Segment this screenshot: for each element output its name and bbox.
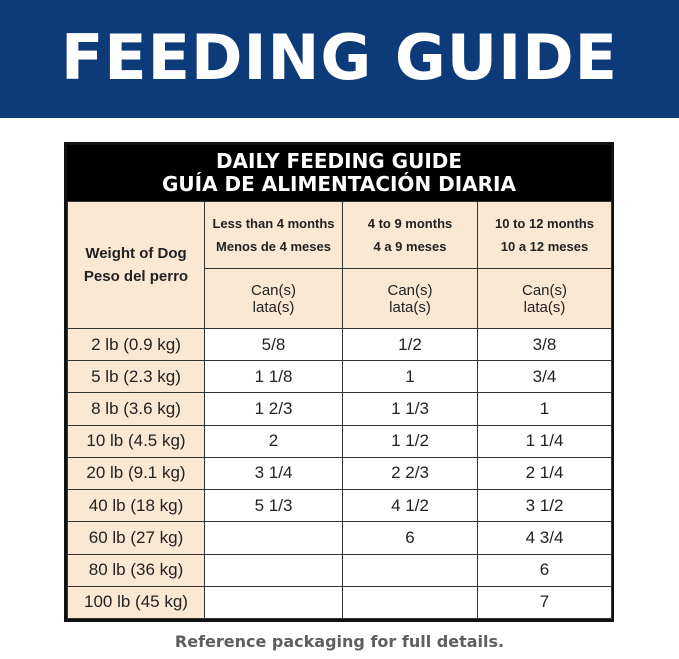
unit-header-1	[205, 269, 343, 329]
amount-cell: 6	[343, 522, 478, 554]
amount-cell: 1 1/8	[205, 361, 343, 393]
weight-cell: 2 lb (0.9 kg)	[68, 329, 205, 361]
amount-cell: 1 2/3	[205, 393, 343, 425]
unit-header-3-en: Can(s)	[521, 281, 567, 299]
weight-cell: 80 lb (36 kg)	[68, 554, 205, 586]
weight-cell: 10 lb (4.5 kg)	[68, 425, 205, 457]
guide-title-es: GUÍA DE ALIMENTACIÓN DIARIA	[162, 172, 516, 196]
age-header-2-en: 4 to 9 months	[367, 216, 453, 231]
age-header-1-es: Menos de 4 meses	[216, 239, 331, 254]
amount-cell	[343, 586, 478, 618]
amount-cell: 1 1/2	[343, 425, 478, 457]
amount-cell	[343, 554, 478, 586]
age-header-3-en: 10 to 12 months	[495, 216, 594, 231]
unit-header-1-es: lata(s)	[252, 298, 295, 316]
amount-cell: 3 1/4	[205, 457, 343, 489]
amount-cell: 2 2/3	[343, 457, 478, 489]
amount-cell	[205, 554, 343, 586]
amount-cell: 2	[205, 425, 343, 457]
amount-cell: 1	[343, 361, 478, 393]
unit-header-2-es: lata(s)	[389, 298, 431, 316]
age-header-3-es: 10 a 12 meses	[500, 239, 589, 254]
weight-cell: 5 lb (2.3 kg)	[68, 361, 205, 393]
amount-cell: 1	[478, 393, 612, 425]
weight-header-en: Weight of Dog	[85, 245, 187, 262]
amount-cell: 1 1/4	[478, 425, 612, 457]
amount-cell: 4 3/4	[478, 522, 612, 554]
amount-cell: 4 1/2	[343, 490, 478, 522]
table-row	[68, 522, 612, 554]
unit-header-3	[478, 269, 612, 329]
weight-cell: 60 lb (27 kg)	[68, 522, 205, 554]
weight-cell: 100 lb (45 kg)	[68, 586, 205, 618]
amount-cell	[205, 522, 343, 554]
amount-cell: 1/2	[343, 329, 478, 361]
footnote: Reference packaging for full details.	[174, 632, 505, 651]
age-header-3	[478, 202, 612, 269]
table-row	[68, 393, 612, 425]
weight-header-es: Peso del perro	[83, 268, 189, 285]
unit-header-3-es: lata(s)	[523, 298, 566, 316]
table-row	[68, 586, 612, 618]
feeding-guide-table	[64, 142, 614, 622]
age-header-2	[343, 202, 478, 269]
table-row	[68, 361, 612, 393]
table-row	[68, 425, 612, 457]
guide-header	[67, 145, 611, 201]
amount-cell: 3 1/2	[478, 490, 612, 522]
banner-title: FEEDING GUIDE	[60, 21, 619, 94]
feeding-grid	[67, 201, 612, 619]
age-header-1-en: Less than 4 months	[212, 216, 335, 231]
weight-cell: 8 lb (3.6 kg)	[68, 393, 205, 425]
amount-cell: 7	[478, 586, 612, 618]
amount-cell: 6	[478, 554, 612, 586]
table-row	[68, 490, 612, 522]
age-header-1	[205, 202, 343, 269]
weight-cell: 40 lb (18 kg)	[68, 490, 205, 522]
amount-cell: 2 1/4	[478, 457, 612, 489]
guide-title-en: DAILY FEEDING GUIDE	[215, 149, 463, 173]
amount-cell: 3/4	[478, 361, 612, 393]
unit-header-2	[343, 269, 478, 329]
amount-cell: 5/8	[205, 329, 343, 361]
unit-header-1-en: Can(s)	[250, 281, 296, 299]
table-row	[68, 554, 612, 586]
table-row	[68, 457, 612, 489]
unit-header-2-en: Can(s)	[387, 281, 433, 299]
amount-cell: 1 1/3	[343, 393, 478, 425]
amount-cell: 5 1/3	[205, 490, 343, 522]
banner	[0, 0, 679, 118]
amount-cell: 3/8	[478, 329, 612, 361]
age-header-2-es: 4 a 9 meses	[373, 239, 447, 254]
weight-cell: 20 lb (9.1 kg)	[68, 457, 205, 489]
table-row	[68, 329, 612, 361]
amount-cell	[205, 586, 343, 618]
weight-column-header	[68, 202, 205, 329]
